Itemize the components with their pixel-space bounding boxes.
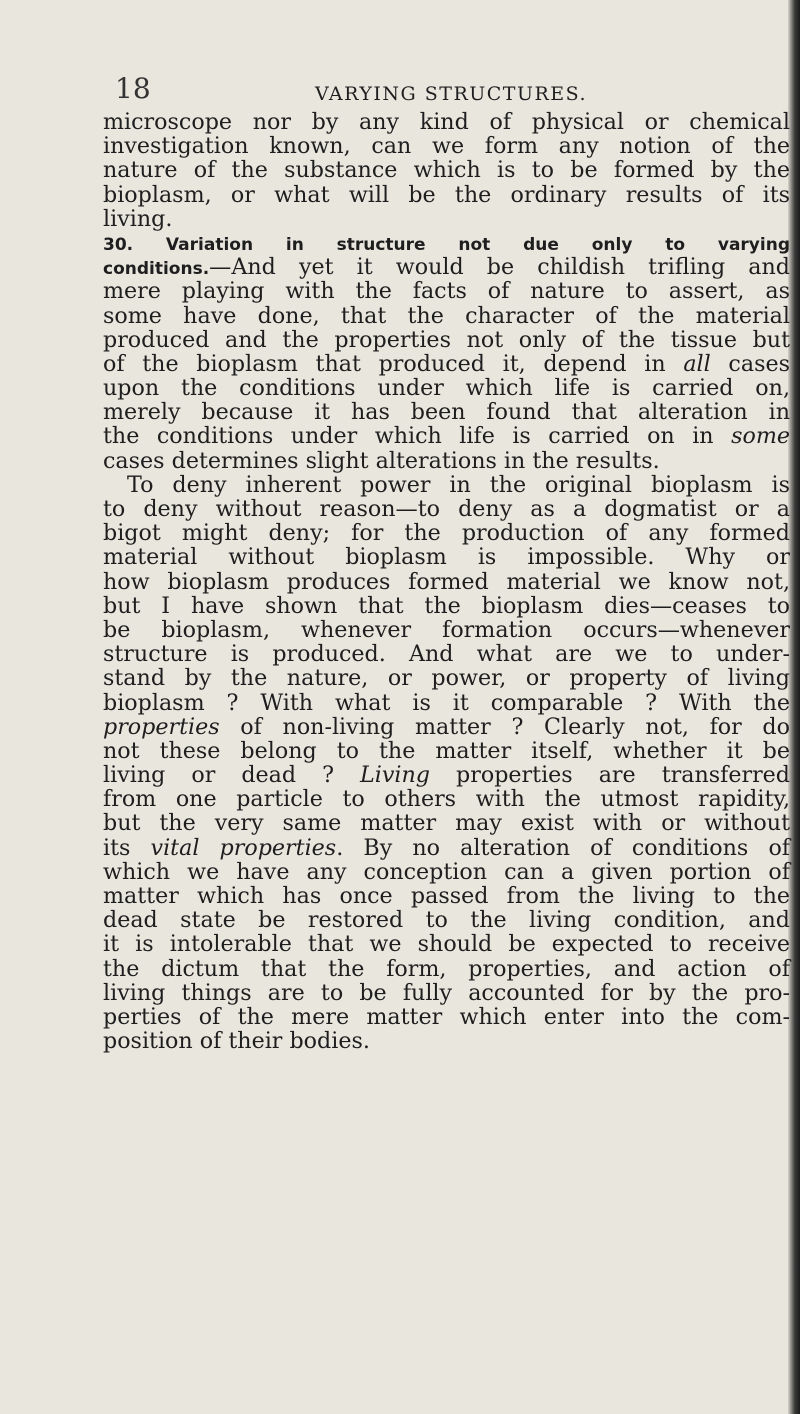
italic-span: all xyxy=(683,350,711,377)
text-line xyxy=(103,255,790,279)
text-line: merely because it has been found that alteration in xyxy=(103,399,790,426)
text-line: material without bioplasm is impossible. Why or xyxy=(103,544,790,571)
text-line: it is intolerable that we should be expected to receive xyxy=(103,931,790,958)
page-header xyxy=(103,72,783,112)
italic-span: some xyxy=(731,423,790,450)
section-heading-end: conditions. xyxy=(103,259,210,280)
section-heading-text: 30. Variation in structure not due only to varying xyxy=(103,234,790,255)
text-line: which we have any conception can a given portion of xyxy=(103,858,790,885)
text-line: be bioplasm, whenever formation occurs—whenever xyxy=(103,616,790,643)
text-span: . By no alteration of conditions of xyxy=(336,834,791,861)
text-line: but I have shown that the bioplasm dies—ceases to xyxy=(103,592,790,619)
text-line: matter which has once passed from the living to the xyxy=(103,883,790,909)
text-line xyxy=(103,424,790,448)
text-line: upon the conditions under which life is carried on, xyxy=(103,375,790,402)
section-heading xyxy=(103,231,790,255)
text-line: but the very same matter may exist with or without xyxy=(103,810,790,837)
text-line xyxy=(103,352,790,376)
paragraph-start: To deny inherent power in the original bioplasm is xyxy=(127,471,790,498)
text-span: the conditions under which life is carried on in xyxy=(103,423,732,450)
text-span: living or dead ? xyxy=(103,762,361,789)
text-line: dead state be restored to the living condition, and xyxy=(103,907,790,934)
page-number: 18 xyxy=(115,72,151,105)
text-line xyxy=(103,836,790,860)
text-span: of the bioplasm that produced it, depend in xyxy=(103,350,684,377)
text-span: cases xyxy=(710,350,790,377)
text-line: microscope nor by any kind of physical or chemical xyxy=(103,109,790,135)
text-line: structure is produced. And what are we to under- xyxy=(103,641,790,668)
text-line xyxy=(103,763,790,787)
text-line: cases determines slight alterations in the results. xyxy=(103,447,660,474)
text-line: living. xyxy=(103,205,173,232)
text-line: produced and the properties not only of the tissue but xyxy=(103,326,790,353)
text-line: nature of the substance which is to be formed by the xyxy=(103,157,790,184)
text-span: of non-living matter ? Clearly not, for do xyxy=(219,713,790,740)
text-line: not these belong to the matter itself, whether it be xyxy=(103,737,790,764)
text-line: bigot might deny; for the production of any formed xyxy=(103,520,790,547)
text-line: some have done, that the character of the material xyxy=(103,302,790,329)
text-line: bioplasm ? With what is it comparable ? With the xyxy=(103,689,790,716)
text-line: perties of the mere matter which enter into the com- xyxy=(103,1003,790,1030)
italic-span: Living xyxy=(360,762,431,789)
italic-span: vital properties xyxy=(150,834,337,861)
text-span: —And yet it would be childish trifling and xyxy=(209,254,790,281)
text-span: properties are transferred xyxy=(430,762,791,789)
text-line: to deny without reason—to deny as a dogmatist or a xyxy=(103,496,790,522)
text-line: stand by the nature, or power, or property of living xyxy=(103,665,790,692)
running-title: VARYING STRUCTURES. xyxy=(315,83,588,105)
text-line: mere playing with the facts of nature to assert, as xyxy=(103,278,790,305)
text-span: its xyxy=(103,834,151,861)
text-line: the dictum that the form, properties, and action of xyxy=(103,955,790,982)
text-line: living things are to be fully accounted for by the pro- xyxy=(103,979,790,1006)
italic-span: properties xyxy=(103,713,220,740)
text-line: how bioplasm produces formed material we know not, xyxy=(103,568,790,595)
text-line: investigation known, can we form any notion of the xyxy=(103,133,790,160)
text-line: from one particle to others with the utmost rapidity, xyxy=(103,786,790,813)
text-line xyxy=(103,715,790,739)
body-text xyxy=(103,110,790,1053)
text-line: position of their bodies. xyxy=(103,1028,370,1055)
text-line: bioplasm, or what will be the ordinary results of its xyxy=(103,181,790,208)
